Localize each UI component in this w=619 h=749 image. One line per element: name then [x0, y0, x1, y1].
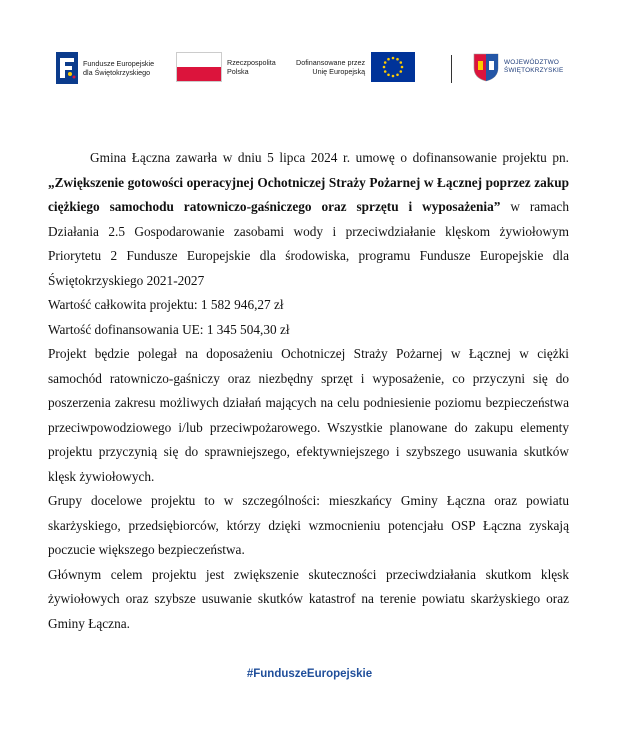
- fundusze-europejskie-icon: [56, 52, 78, 84]
- wojewodztwo-line2: ŚWIĘTOKRZYSKIE: [504, 67, 564, 74]
- fundusze-line1: Fundusze Europejskie: [83, 59, 155, 68]
- rzeczpospolita-line1: Rzeczpospolita: [227, 58, 276, 67]
- logo-divider: [451, 55, 452, 83]
- unia-europejska-logo: [296, 52, 415, 82]
- total-project-value: Wartość całkowita projektu: 1 582 946,27 zł: [48, 297, 284, 312]
- eu-flag-icon: [371, 52, 415, 82]
- wojewodztwo-swietokrzyskie-logo: [473, 52, 564, 82]
- poland-flag-icon: [176, 52, 222, 82]
- logo-bar: [0, 0, 619, 100]
- agreement-intro: Gmina Łączna zawarła w dniu 5 lipca 2024 r. umowę o dofinansowanie projektu pn.: [90, 150, 569, 165]
- project-title: „Zwiększenie gotowości operacyjnej Ochotniczej Straży Pożarnej w Łącznej poprzez zakup ciężkiego samochodu ratowniczo-gaśniczego oraz sprzętu i wyposażenia”: [48, 174, 569, 214]
- rzeczpospolita-line2: Polska: [227, 67, 249, 76]
- fundusze-line2: dla Świętokrzyskiego: [83, 68, 151, 77]
- hashtag-fundusze-europejskie: #FunduszeEuropejskie: [246, 668, 373, 680]
- paragraph-project-agreement: [48, 146, 569, 293]
- ue-line2: Unię Europejską: [312, 67, 366, 76]
- ue-line1: Dofinansowane przez: [296, 58, 366, 67]
- paragraph-main-goal: Głównym celem projektu jest zwiększenie skuteczności przeciwdziałania skutkom klęsk żywiołowych oraz szybsze usuwanie skutków katastrof na terenie powiatu skarżyskiego oraz Gminy Łączna.: [48, 566, 569, 631]
- paragraph-project-description: Projekt będzie polegał na doposażeniu Ochotniczej Straży Pożarnej w Łącznej w ciężki samochód ratowniczo-gaśniczy oraz niezbędny sprzęt i wyposażenie, co przyczyni się do poszerzenia zakresu możliwych działań mających na celu podniesienie poziomu bezpieczeństwa przeciwpowodziowego i/lub przeciwpożarowego. Wszystkie planowane do zakupu elementy projektu przyczynią się do sprawniejszego, efektywniejszego i szybszego usuwania skutków klęsk żywiołowych.: [48, 346, 569, 484]
- wojewodztwo-line1: WOJEWÓDZTWO: [504, 59, 560, 66]
- announcement-body: [48, 146, 569, 636]
- paragraph-target-groups: Grupy docelowe projektu to w szczególności: mieszkańcy Gminy Łączna oraz powiatu skarżyskiego, przedsiębiorców, którzy dzięki wzmocnieniu potencjału OSP Łączna zyskają poczucie większego bezpieczeństwa.: [48, 493, 569, 557]
- coat-of-arms-icon: [473, 52, 499, 82]
- fundusze-europejskie-logo: [56, 52, 154, 84]
- agreement-details: w ramach Działania 2.5 Gospodarowanie zasobami wody i przeciwdziałanie klęskom żywiołowym Priorytetu 2 Fundusze Europejskie dla środowiska, programu Fundusze Europejskie dla Świętokrzyskiego 2021-2027: [48, 199, 569, 288]
- eu-cofinancing-value: Wartość dofinansowania UE: 1 345 504,30 zł: [48, 321, 290, 337]
- rzeczpospolita-logo: [176, 52, 276, 82]
